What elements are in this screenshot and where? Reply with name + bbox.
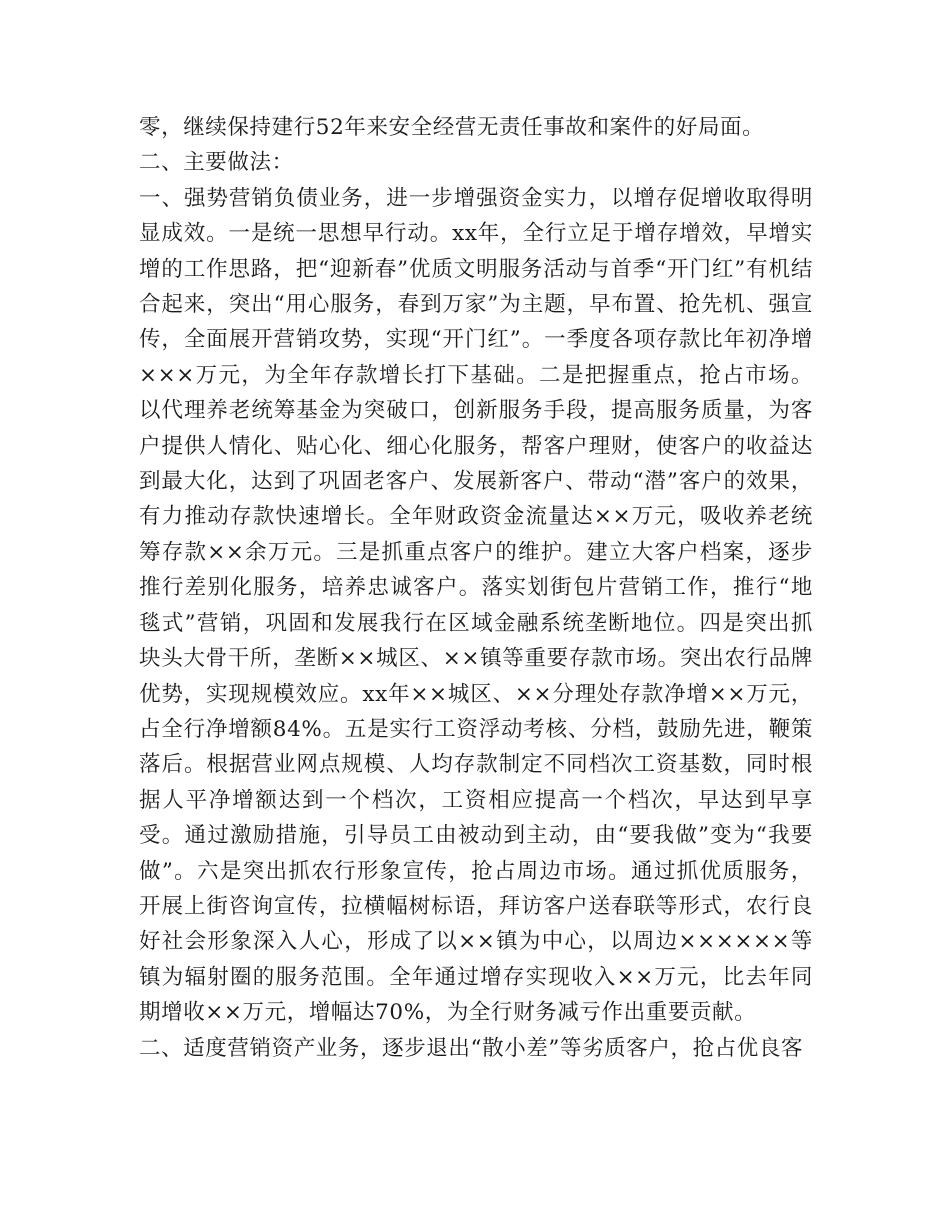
document-body [139,110,813,1066]
paragraph-asset-business: 二、适度营销资产业务，逐步退出“散小差”等劣质客户，抢占优良客 [139,1035,804,1061]
paragraph-intro-continuation: 零，继续保持建行52年来安全经营无责任事故和案件的好局面。 [139,115,765,140]
paragraph-liability-business: 一、强势营销负债业务，进一步增强资金实力，以增存促增收取得明显成效。一是统一思想早行动。xx年，全行立足于增存增效，早增实增的工作思路，把“迎新春”优质文明服务活动与首季“开门红”有机结合起来，突出“用心服务，春到万家”为主题，早布置、抢先机、强宣传，全面展开营销攻势，实现“开门红”。一季度各项存款比年初净增×××万元，为全年存款增长打下基础。二是把握重点，抢占市场。以代理养老统筹基金为突破口，创新服务手段，提高服务质量，为客户提供人情化、贴心化、细心化服务，帮客户理财，使客户的收益达到最大化，达到了巩固老客户、发展新客户、带动“潜”客户的效果，有力推动存款快速增长。全年财政资金流量达××万元，吸收养老统筹存款××余万元。三是抓重点客户的维护。建立大客户档案，逐步推行差别化服务，培养忠诚客户。落实划街包片营销工作，推行“地毯式”营销，巩固和发展我行在区域金融系统垄断地位。四是突出抓块头大骨干所，垄断××城区、××镇等重要存款市场。突出农行品牌优势，实现规模效应。xx年××城区、××分理处存款净增××万元，占全行净增额84%。五是实行工资浮动考核、分档，鼓励先进，鞭策落后。根据营业网点规模、人均存款制定不同档次工资基数，同时根据人平净增额达到一个档次，工资相应提高一个档次，早达到早享受。通过激励措施，引导员工由被动到主动，由“要我做”变为“我要做”。六是突出抓农行形象宣传，抢占周边市场。通过抓优质服务，开展上街咨询宣传，拉横幅树标语，拜访客户送春联等形式，农行良好社会形象深入人心，形成了以××镇为中心，以周边××××××等镇为辐射圈的服务范围。全年通过增存实现收入××万元，比去年同期增收××万元，增幅达70%，为全行财务减亏作出重要贡献。 [139,185,813,1026]
section-heading-main-practices: 二、主要做法： [139,150,294,176]
